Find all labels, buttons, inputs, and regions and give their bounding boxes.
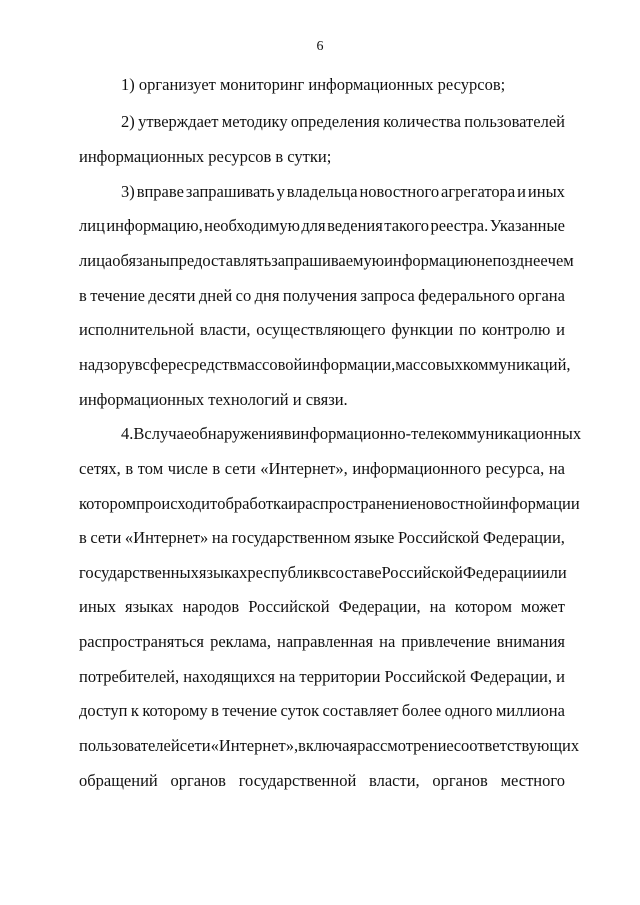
word: Российской bbox=[384, 667, 466, 686]
word: 2) bbox=[121, 112, 135, 131]
word: Указанные bbox=[489, 216, 565, 235]
word: языках bbox=[125, 597, 174, 616]
word: Федерации, bbox=[482, 528, 565, 547]
word: осуществляющего bbox=[256, 320, 386, 339]
word: федерального bbox=[418, 286, 515, 305]
text-line-4 bbox=[121, 182, 565, 202]
text-line-1: 1) организует мониторинг информационных ресурсов; bbox=[121, 75, 506, 94]
text-line-10: информационных технологий и связи. bbox=[79, 390, 348, 409]
word: распространение bbox=[297, 494, 418, 513]
word: государственной bbox=[238, 771, 357, 790]
word: направленная bbox=[277, 632, 374, 651]
word: обработка bbox=[217, 494, 289, 513]
word: течение bbox=[90, 286, 145, 305]
word: контролю bbox=[481, 320, 551, 339]
word: рассмотрение bbox=[357, 736, 454, 755]
word: функции bbox=[391, 320, 454, 339]
word: привлечение bbox=[401, 632, 491, 651]
word: средств bbox=[183, 355, 238, 374]
word: доступ bbox=[79, 701, 128, 720]
word: надзору bbox=[79, 355, 135, 374]
word: информационно-телекоммуникационных bbox=[291, 424, 582, 443]
word: лица bbox=[79, 251, 113, 270]
word: определения bbox=[290, 112, 380, 131]
word: владельца bbox=[286, 182, 358, 201]
word: на bbox=[379, 632, 396, 651]
word: на bbox=[548, 459, 565, 478]
word: или bbox=[540, 563, 567, 582]
word: такого bbox=[384, 216, 430, 235]
text-line-11 bbox=[121, 424, 582, 444]
word: к bbox=[130, 701, 139, 720]
word: обязаны bbox=[112, 251, 170, 270]
word: по bbox=[458, 320, 477, 339]
page-number: 6 bbox=[316, 39, 324, 54]
word: в bbox=[79, 286, 87, 305]
text-line-19 bbox=[79, 701, 565, 721]
word: у bbox=[276, 182, 285, 201]
word: и bbox=[556, 320, 565, 339]
word: в bbox=[79, 528, 87, 547]
word: иных bbox=[79, 597, 116, 616]
word: исполнительной bbox=[79, 320, 195, 339]
word: коммуникаций, bbox=[462, 355, 571, 374]
word: лиц bbox=[79, 216, 105, 235]
text-line-12 bbox=[79, 459, 565, 479]
word: информацию, bbox=[106, 216, 203, 235]
word: агрегатора bbox=[441, 182, 516, 201]
word: обращений bbox=[79, 771, 158, 790]
word: на bbox=[279, 667, 296, 686]
word: миллиона bbox=[495, 701, 565, 720]
word: сетях, bbox=[79, 459, 121, 478]
word: языках bbox=[198, 563, 248, 582]
word: информацию bbox=[384, 251, 477, 270]
word: в bbox=[212, 459, 221, 478]
word: вправе bbox=[136, 182, 184, 201]
word: происходит bbox=[136, 494, 218, 513]
word: ведения bbox=[327, 216, 383, 235]
word: новостной bbox=[417, 494, 491, 513]
word: позднее bbox=[492, 251, 548, 270]
word: органа bbox=[518, 286, 565, 305]
word: течение bbox=[222, 701, 278, 720]
word: пользователей bbox=[464, 112, 565, 131]
word: «Интернет», bbox=[210, 736, 299, 755]
text-line-21 bbox=[79, 771, 565, 791]
text-line-17 bbox=[79, 632, 565, 652]
word: не bbox=[476, 251, 493, 270]
word: республик bbox=[247, 563, 321, 582]
word: запрашиваемую bbox=[271, 251, 385, 270]
word: котором bbox=[79, 494, 137, 513]
word: информации, bbox=[302, 355, 396, 374]
word: государственных bbox=[79, 563, 199, 582]
word: местного bbox=[500, 771, 565, 790]
word: и bbox=[288, 494, 297, 513]
word: в bbox=[283, 424, 292, 443]
text-line-14 bbox=[79, 528, 565, 548]
word: органов bbox=[432, 771, 488, 790]
word: запроса bbox=[360, 286, 415, 305]
word: государственном bbox=[231, 528, 351, 547]
word: пользователей bbox=[79, 736, 180, 755]
word: одного bbox=[444, 701, 493, 720]
word: массовой bbox=[237, 355, 303, 374]
text-line-2 bbox=[121, 112, 565, 132]
word: «Интернет» bbox=[124, 528, 209, 547]
text-line-6 bbox=[79, 251, 574, 271]
word: составе bbox=[328, 563, 382, 582]
word: Федерации, bbox=[469, 667, 553, 686]
word: 4. bbox=[121, 424, 134, 443]
word: власти, bbox=[199, 320, 251, 339]
word: получения bbox=[282, 286, 358, 305]
word: языке bbox=[354, 528, 395, 547]
word: более bbox=[401, 701, 442, 720]
text-line-13 bbox=[79, 494, 580, 514]
word: внимания bbox=[496, 632, 565, 651]
text-line-7 bbox=[79, 286, 565, 306]
text-line-15 bbox=[79, 563, 565, 583]
word: потребителей, bbox=[79, 667, 180, 686]
word: находящихся bbox=[183, 667, 275, 686]
word: Российской bbox=[397, 528, 480, 547]
word: информационного bbox=[352, 459, 482, 478]
word: в bbox=[211, 701, 219, 720]
word: котором bbox=[454, 597, 512, 616]
word: Российской bbox=[381, 563, 463, 582]
word: включая bbox=[298, 736, 358, 755]
word: предоставлять bbox=[169, 251, 272, 270]
word: дня bbox=[254, 286, 280, 305]
word: в bbox=[134, 355, 143, 374]
word: и bbox=[556, 667, 565, 686]
word: информации bbox=[490, 494, 580, 513]
text-line-9 bbox=[79, 355, 571, 375]
word: методику bbox=[221, 112, 288, 131]
word: 3) bbox=[121, 182, 135, 201]
word: сети bbox=[224, 459, 256, 478]
word: ресурса, bbox=[485, 459, 545, 478]
word: территории bbox=[299, 667, 381, 686]
word: Федерации, bbox=[338, 597, 421, 616]
word: В bbox=[133, 424, 145, 443]
word: количества bbox=[383, 112, 461, 131]
text-line-16 bbox=[79, 597, 565, 617]
word: органов bbox=[170, 771, 226, 790]
word: Российской bbox=[248, 597, 330, 616]
word: распространяться bbox=[79, 632, 205, 651]
word: том bbox=[137, 459, 164, 478]
text-line-18 bbox=[79, 667, 565, 687]
text-line-3: информационных ресурсов в сутки; bbox=[79, 147, 332, 166]
word: новостного bbox=[359, 182, 440, 201]
word: запрашивать bbox=[185, 182, 275, 201]
word: иных bbox=[527, 182, 565, 201]
word: сети bbox=[90, 528, 122, 547]
word: которому bbox=[142, 701, 208, 720]
word: для bbox=[301, 216, 326, 235]
word: реклама, bbox=[210, 632, 271, 651]
text-line-5 bbox=[79, 216, 565, 236]
word: числе bbox=[167, 459, 208, 478]
word: народов bbox=[182, 597, 240, 616]
word: массовых bbox=[395, 355, 463, 374]
word: дней bbox=[198, 286, 233, 305]
word: в bbox=[125, 459, 134, 478]
word: необходимую bbox=[204, 216, 300, 235]
word: реестра. bbox=[430, 216, 489, 235]
word: Федерации bbox=[462, 563, 541, 582]
text-line-8 bbox=[79, 320, 565, 340]
word: десяти bbox=[148, 286, 196, 305]
word: «Интернет», bbox=[260, 459, 348, 478]
word: составляет bbox=[322, 701, 399, 720]
word: на bbox=[211, 528, 229, 547]
word: на bbox=[429, 597, 446, 616]
word: и bbox=[517, 182, 526, 201]
word: случае bbox=[144, 424, 192, 443]
word: сети bbox=[179, 736, 211, 755]
word: со bbox=[235, 286, 252, 305]
word: обнаружения bbox=[191, 424, 284, 443]
word: соответствующих bbox=[453, 736, 580, 755]
text-line-20 bbox=[79, 736, 580, 756]
word: может bbox=[520, 597, 565, 616]
word: чем bbox=[547, 251, 574, 270]
word: сфере bbox=[142, 355, 184, 374]
word: власти, bbox=[369, 771, 420, 790]
word: в bbox=[320, 563, 329, 582]
word: утверждает bbox=[138, 112, 219, 131]
word: суток bbox=[280, 701, 320, 720]
